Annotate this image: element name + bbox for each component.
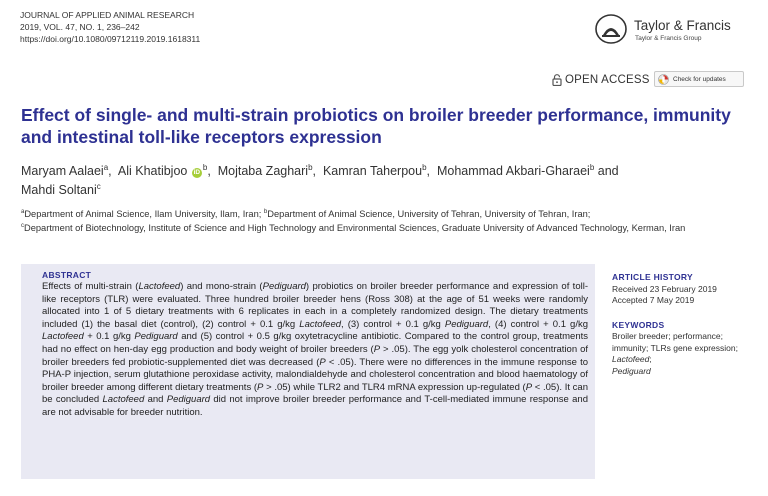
article-history-heading: ARTICLE HISTORY	[612, 272, 694, 282]
affiliation-marker: b	[263, 209, 268, 215]
affiliations	[21, 206, 751, 234]
abstract-heading: ABSTRACT	[42, 270, 92, 280]
author-and: and	[597, 164, 619, 179]
author-list: Maryam Aalaei$^a$, Ali Khatibjoo $iD^b$, Mojtaba Zaghari$^b$, Kamran Taherpou$^b$, Mohammad Akbari-Gharaei$^b$ and Mahdi Soltani$^c$	[21, 163, 619, 198]
author-affiliation-marker: b	[202, 163, 208, 172]
taylor-francis-logo-icon	[594, 14, 628, 44]
publisher-logo	[594, 8, 744, 54]
article-title-line-1: Effect of single- and multi-strain probiotics on broiler breeder performance, immunity	[21, 105, 731, 125]
affiliation-marker: a	[21, 209, 25, 215]
abstract-content	[42, 270, 588, 420]
author-affiliation-marker: b	[422, 163, 427, 172]
open-access-badge	[552, 74, 650, 86]
article-title-line-2: and intestinal toll-like receptors expression	[21, 127, 382, 147]
abstract-box	[21, 264, 595, 479]
abstract-text: Effects of multi-strain (Lactofeed) and mono-strain (Pediguard) probiotics on broiler breeder performance and expression of toll-like receptors (TLR) were evaluated. Three hundred broiler breeder hens (Ross 308) at the age of 51 weeks were randomly allocated into 1 of 5 dietary treatments with 6 replicates in each in a completely randomized design. The dietary treatments included (1) the basal diet (control), (2) control + 0.1 g/kg Lactofeed, (3) control + 0.1 g/kg Pediguard, (4) control + 0.1 g/kg Lactofeed + 0.1 g/kg Pediguard and (5) control + 0.5 g/kg oxytetracycline antibiotic. Compared to the control group, treatments had no effect on hen-day egg production and body weight of broiler breeders (P > .05). The egg yolk cholesterol concentration of broiler breeders fed probiotic-supplemented diet was decreased (P < .05). There were no differences in the immune response to PHA-P injection, serum glutathione peroxidase activity, malondialdehyde and cholesterol concentration and blood haematology of broiler breeder among different dietary treatments (P > .05) while TLR2 and TLR4 mRNA expression up-regulated (P < .05). It can be concluded Lactofeed and Pediguard did not improve broiler breeder performance and T-cell-mediated immune response and are not advisable for breeder nutrition.	[42, 281, 589, 418]
author-name[interactable]: Mojtaba Zaghari	[217, 164, 309, 179]
accepted-date: Accepted 7 May 2019	[612, 295, 695, 305]
journal-issue: 2019, VOL. 47, NO. 1, 236–242	[20, 22, 140, 32]
publisher-name: Taylor & Francis	[634, 18, 731, 33]
keywords-list: Broiler breeder; performance; immunity; TLRs gene expression; Lactofeed; Pediguard	[612, 331, 738, 376]
journal-doi[interactable]: https://doi.org/10.1080/09712119.2019.1618311	[20, 34, 201, 44]
publisher-group: Taylor & Francis Group	[635, 35, 702, 42]
author-name[interactable]: Maryam Aalaei	[21, 164, 104, 179]
affiliation-text: Department of Biotechnology, Institute of Science and High Technology and Environmental Sciences, Graduate University of Advanced Technology, Kerman, Iran	[24, 223, 686, 234]
journal-name: JOURNAL OF APPLIED ANIMAL RESEARCH	[20, 10, 195, 20]
keywords-heading: KEYWORDS	[612, 319, 665, 330]
check-for-updates-label: Check for updates	[673, 75, 726, 83]
author-name[interactable]: Ali Khatibjoo	[117, 164, 188, 179]
author-affiliation-marker: c	[96, 182, 101, 192]
author-name[interactable]: Kamran Taherpou	[322, 164, 423, 179]
author-affiliation-marker: b	[308, 163, 313, 172]
affiliation-marker: c	[21, 223, 24, 230]
affiliation-text: Department of Animal Science, Ilam University, Ilam, Iran;	[24, 209, 264, 220]
check-for-updates-button[interactable]	[654, 71, 744, 87]
crossmark-icon	[658, 74, 669, 85]
received-date: Received 23 February 2019	[612, 283, 717, 294]
article-sidebar	[612, 272, 758, 377]
author-affiliation-marker: a	[103, 163, 109, 172]
journal-header	[20, 9, 200, 45]
author-name[interactable]: Mohammad Akbari-Gharaei	[436, 164, 590, 179]
author-affiliation-marker: b	[589, 163, 595, 172]
open-access-label: OPEN ACCESS	[565, 74, 650, 86]
open-lock-icon	[552, 74, 562, 86]
affiliation-text: Department of Animal Science, University of Tehran, University of Tehran, Iran;	[267, 209, 591, 220]
article-title	[21, 104, 751, 148]
orcid-icon[interactable]: iD	[193, 169, 201, 177]
author-name[interactable]: Mahdi Soltani	[21, 183, 97, 198]
